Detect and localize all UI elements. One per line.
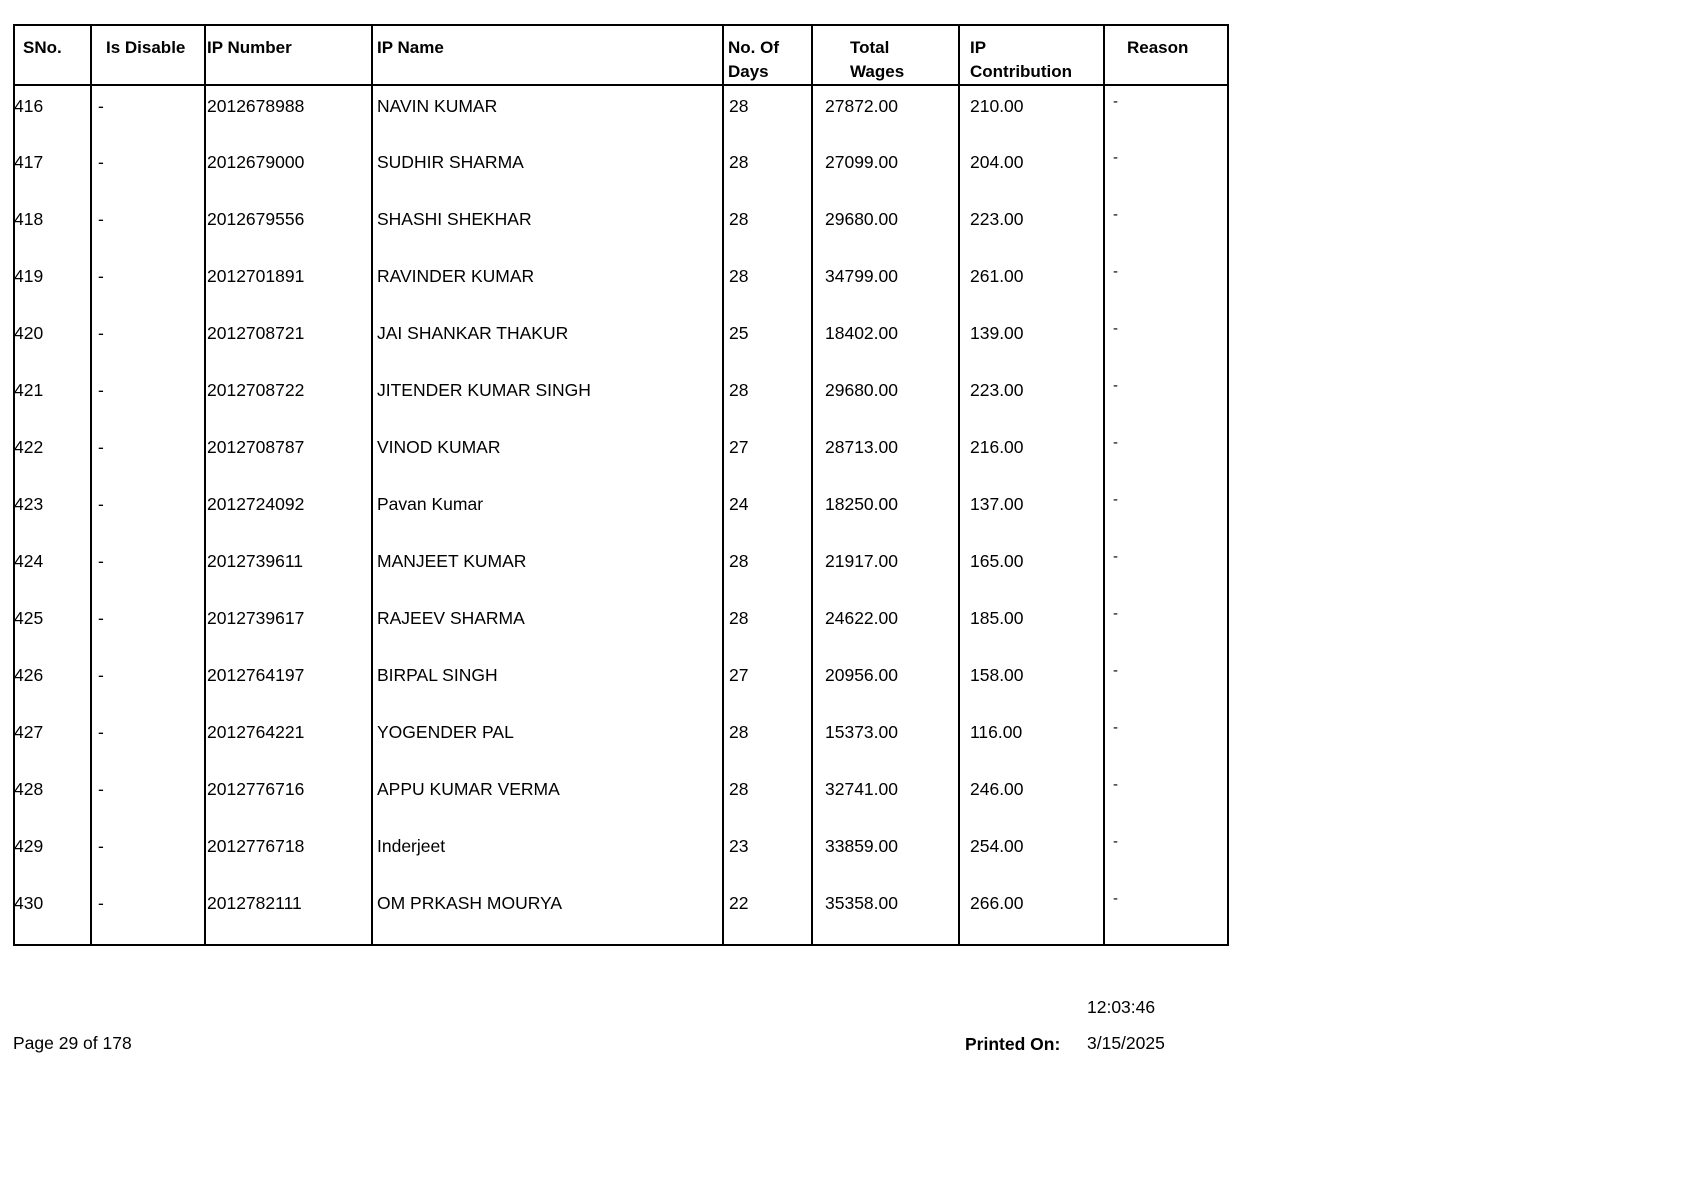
- table-row: [14, 313, 1228, 370]
- cell-total-wages: 18250.00: [812, 484, 959, 541]
- cell-total-wages: 29680.00: [812, 199, 959, 256]
- cell-reason: -: [1104, 484, 1228, 541]
- cell-reason: -: [1104, 712, 1228, 769]
- cell-ip-number: 2012776716: [205, 769, 372, 826]
- cell-sno: 430: [14, 893, 44, 913]
- table-row: [14, 199, 1228, 256]
- cell-reason: -: [1104, 598, 1228, 655]
- cell-ip-contribution: 165.00: [959, 541, 1104, 598]
- cell-sno: 420: [14, 323, 44, 343]
- printed-date: 3/15/2025: [1087, 1033, 1165, 1053]
- cell-reason: -: [1104, 313, 1228, 370]
- cell-ip-contribution: 261.00: [959, 256, 1104, 313]
- cell-is-disable: -: [91, 313, 205, 370]
- page-number: Page 29 of 178: [13, 1033, 132, 1053]
- cell-ip-number: 2012679556: [205, 199, 372, 256]
- cell-reason: -: [1104, 769, 1228, 826]
- cell-total-wages: 34799.00: [812, 256, 959, 313]
- cell-no-of-days: 23: [723, 826, 812, 883]
- cell-is-disable: -: [91, 769, 205, 826]
- cell-ip-name: SHASHI SHEKHAR: [372, 199, 723, 256]
- cell-sno: 425: [14, 608, 44, 628]
- cell-sno: 421: [14, 380, 44, 400]
- cell-ip-name: YOGENDER PAL: [372, 712, 723, 769]
- cell-ip-number: 2012724092: [205, 484, 372, 541]
- table-header-row: [14, 25, 1228, 85]
- cell-no-of-days: 28: [723, 370, 812, 427]
- cell-ip-contribution: 116.00: [959, 712, 1104, 769]
- cell-no-of-days: 24: [723, 484, 812, 541]
- cell-reason: -: [1104, 826, 1228, 883]
- cell-ip-number: 2012708722: [205, 370, 372, 427]
- contribution-table: [13, 24, 1229, 946]
- cell-ip-contribution: 223.00: [959, 370, 1104, 427]
- cell-ip-name: SUDHIR SHARMA: [372, 142, 723, 199]
- cell-is-disable: -: [91, 598, 205, 655]
- cell-total-wages: 29680.00: [812, 370, 959, 427]
- header-ip-number: IP Number: [205, 25, 372, 85]
- cell-ip-number: 2012708721: [205, 313, 372, 370]
- cell-sno: 428: [14, 779, 44, 799]
- table-row: [14, 712, 1228, 769]
- cell-ip-contribution: 266.00: [959, 883, 1104, 945]
- cell-ip-contribution: 185.00: [959, 598, 1104, 655]
- table-row: [14, 256, 1228, 313]
- cell-ip-number: 2012678988: [205, 85, 372, 142]
- cell-ip-name: Inderjeet: [372, 826, 723, 883]
- cell-ip-name: RAVINDER KUMAR: [372, 256, 723, 313]
- cell-no-of-days: 28: [723, 598, 812, 655]
- cell-reason: -: [1104, 370, 1228, 427]
- header-ip-name: IP Name: [372, 25, 723, 85]
- cell-no-of-days: 28: [723, 142, 812, 199]
- cell-ip-number: 2012679000: [205, 142, 372, 199]
- cell-ip-number: 2012739617: [205, 598, 372, 655]
- cell-total-wages: 20956.00: [812, 655, 959, 712]
- cell-ip-number: 2012701891: [205, 256, 372, 313]
- cell-sno: 426: [14, 665, 44, 685]
- cell-total-wages: 27872.00: [812, 85, 959, 142]
- cell-total-wages: 32741.00: [812, 769, 959, 826]
- table-body: [14, 85, 1228, 945]
- cell-is-disable: -: [91, 142, 205, 199]
- cell-ip-contribution: 246.00: [959, 769, 1104, 826]
- table-row: [14, 484, 1228, 541]
- cell-ip-number: 2012776718: [205, 826, 372, 883]
- cell-no-of-days: 22: [723, 883, 812, 945]
- cell-ip-number: 2012764197: [205, 655, 372, 712]
- cell-ip-name: JITENDER KUMAR SINGH: [372, 370, 723, 427]
- cell-sno: 427: [14, 722, 44, 742]
- cell-ip-contribution: 137.00: [959, 484, 1104, 541]
- printed-on-label: Printed On:: [965, 1034, 1061, 1054]
- cell-is-disable: -: [91, 541, 205, 598]
- cell-ip-name: BIRPAL SINGH: [372, 655, 723, 712]
- cell-no-of-days: 28: [723, 85, 812, 142]
- cell-reason: -: [1104, 883, 1228, 945]
- cell-reason: -: [1104, 85, 1228, 142]
- cell-is-disable: -: [91, 712, 205, 769]
- table-row: [14, 655, 1228, 712]
- cell-ip-number: 2012708787: [205, 427, 372, 484]
- cell-is-disable: -: [91, 883, 205, 945]
- cell-ip-number: 2012739611: [205, 541, 372, 598]
- table-row: [14, 883, 1228, 945]
- cell-ip-contribution: 139.00: [959, 313, 1104, 370]
- cell-is-disable: -: [91, 427, 205, 484]
- cell-ip-contribution: 223.00: [959, 199, 1104, 256]
- header-sno: SNo.: [14, 25, 91, 85]
- header-no-of-days: No. Of Days: [723, 25, 812, 85]
- cell-ip-number: 2012764221: [205, 712, 372, 769]
- cell-total-wages: 24622.00: [812, 598, 959, 655]
- printed-time: 12:03:46: [1087, 997, 1156, 1017]
- cell-ip-number: 2012782111: [205, 883, 372, 945]
- cell-total-wages: 21917.00: [812, 541, 959, 598]
- table-row: [14, 598, 1228, 655]
- cell-sno: 417: [14, 152, 44, 172]
- cell-sno: 422: [14, 437, 44, 457]
- cell-ip-name: JAI SHANKAR THAKUR: [372, 313, 723, 370]
- contribution-table-container: [13, 24, 1229, 946]
- cell-no-of-days: 27: [723, 655, 812, 712]
- cell-is-disable: -: [91, 484, 205, 541]
- cell-ip-name: APPU KUMAR VERMA: [372, 769, 723, 826]
- cell-reason: -: [1104, 256, 1228, 313]
- cell-is-disable: -: [91, 85, 205, 142]
- cell-reason: -: [1104, 541, 1228, 598]
- cell-sno: 429: [14, 836, 44, 856]
- cell-ip-contribution: 216.00: [959, 427, 1104, 484]
- cell-no-of-days: 28: [723, 199, 812, 256]
- cell-is-disable: -: [91, 826, 205, 883]
- cell-total-wages: 33859.00: [812, 826, 959, 883]
- cell-is-disable: -: [91, 370, 205, 427]
- cell-is-disable: -: [91, 199, 205, 256]
- cell-reason: -: [1104, 655, 1228, 712]
- cell-ip-name: Pavan Kumar: [372, 484, 723, 541]
- cell-is-disable: -: [91, 655, 205, 712]
- cell-no-of-days: 28: [723, 769, 812, 826]
- header-total-wages: Total Wages: [812, 25, 959, 85]
- table-row: [14, 427, 1228, 484]
- header-ip-contribution: IP Contribution: [959, 25, 1104, 85]
- cell-sno: 424: [14, 551, 44, 571]
- table-row: [14, 370, 1228, 427]
- cell-ip-contribution: 158.00: [959, 655, 1104, 712]
- cell-reason: -: [1104, 142, 1228, 199]
- cell-no-of-days: 28: [723, 712, 812, 769]
- cell-total-wages: 28713.00: [812, 427, 959, 484]
- cell-sno: 419: [14, 266, 44, 286]
- table-row: [14, 826, 1228, 883]
- cell-sno: 416: [14, 96, 44, 116]
- cell-no-of-days: 28: [723, 256, 812, 313]
- table-row: [14, 541, 1228, 598]
- cell-is-disable: -: [91, 256, 205, 313]
- cell-reason: -: [1104, 427, 1228, 484]
- cell-sno: 423: [14, 494, 44, 514]
- cell-reason: -: [1104, 199, 1228, 256]
- cell-no-of-days: 28: [723, 541, 812, 598]
- table-row: [14, 142, 1228, 199]
- cell-ip-contribution: 254.00: [959, 826, 1104, 883]
- cell-total-wages: 15373.00: [812, 712, 959, 769]
- header-is-disable: Is Disable: [91, 25, 205, 85]
- cell-ip-contribution: 204.00: [959, 142, 1104, 199]
- cell-ip-contribution: 210.00: [959, 85, 1104, 142]
- cell-sno: 418: [14, 209, 44, 229]
- cell-ip-name: VINOD KUMAR: [372, 427, 723, 484]
- cell-ip-name: OM PRKASH MOURYA: [372, 883, 723, 945]
- table-row: [14, 769, 1228, 826]
- cell-total-wages: 27099.00: [812, 142, 959, 199]
- cell-ip-name: MANJEET KUMAR: [372, 541, 723, 598]
- cell-ip-name: NAVIN KUMAR: [372, 85, 723, 142]
- cell-no-of-days: 27: [723, 427, 812, 484]
- cell-total-wages: 35358.00: [812, 883, 959, 945]
- cell-total-wages: 18402.00: [812, 313, 959, 370]
- table-row: [14, 85, 1228, 142]
- header-reason: Reason: [1104, 25, 1228, 85]
- cell-ip-name: RAJEEV SHARMA: [372, 598, 723, 655]
- cell-no-of-days: 25: [723, 313, 812, 370]
